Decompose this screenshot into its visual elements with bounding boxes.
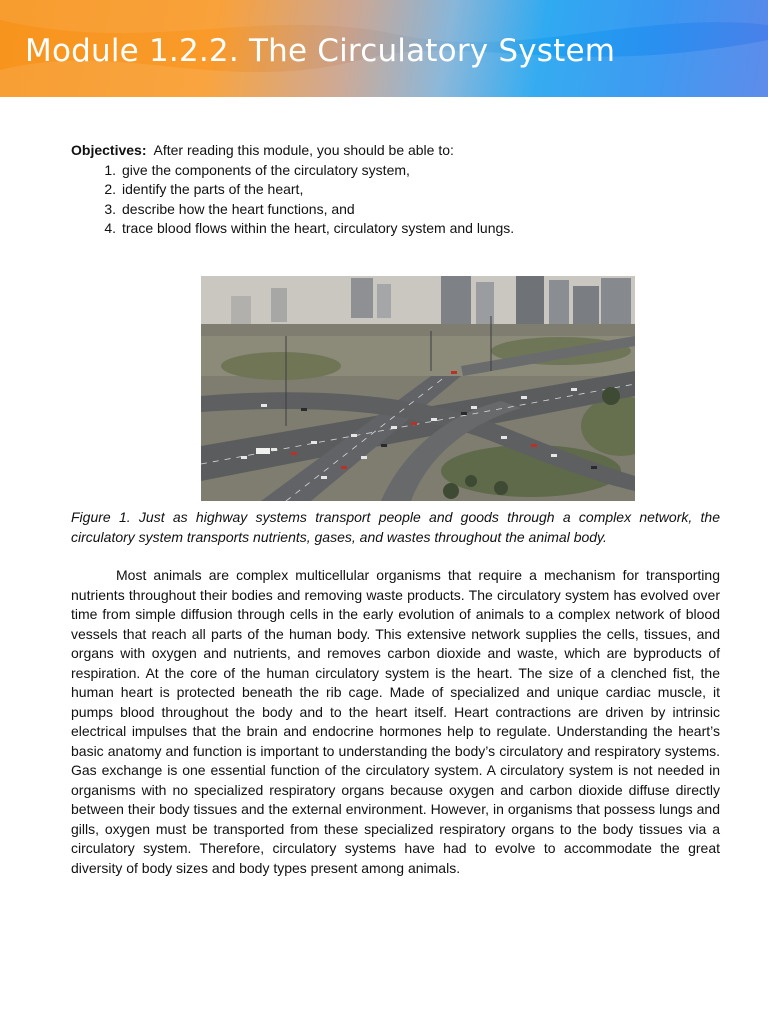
highway-interchange-photo bbox=[201, 276, 635, 501]
objective-item: 4. trace blood flows within the heart, circulatory system and lungs. bbox=[104, 220, 515, 236]
objectives-intro: After reading this module, you should be able to: bbox=[153, 142, 454, 158]
page-title: Module 1.2.2. The Circulatory System bbox=[25, 33, 616, 69]
objectives-label: Objectives: bbox=[71, 142, 147, 158]
objectives-section bbox=[71, 141, 731, 239]
objectives-intro-line bbox=[71, 141, 731, 161]
objective-item: 1. give the components of the circulatory system, bbox=[104, 161, 410, 178]
header-banner bbox=[0, 0, 768, 97]
figure-caption: Figure 1. Just as highway systems transport people and goods through a complex network, the circulatory system transports nutrients, gases, and wastes throughout the animal body. bbox=[71, 509, 720, 545]
objective-item: 2. identify the parts of the heart, bbox=[104, 181, 304, 197]
highway-photo-illustration bbox=[201, 276, 635, 501]
objective-item: 3. describe how the heart functions, and bbox=[104, 200, 355, 217]
objectives-list bbox=[71, 161, 731, 239]
body-paragraph: Most animals are complex multicellular organisms that require a mechanism for transporting nutrients throughout their bodies and removing waste products. The circulatory system has evolved over time from simple diffusion through cells in the early evolution of animals to a complex network of blood vessels that reach all parts of the human body. This extensive network supplies the cells, tissues, and organs with oxygen and nutrients, and removes carbon dioxide and waste, which are byproducts of respiration. At the core of the human circulatory system is the heart. The size of a clenched fist, the human heart is protected beneath the rib cage. Made of specialized and unique cardiac muscle, it pumps blood throughout the body and to the heart itself. Heart contractions are driven by intrinsic electrical impulses that the brain and endocrine hormones help to regulate. Understanding the heart’s basic anatomy and function is important to understanding the body’s circulatory and respiratory systems. Gas exchange is one essential function of the circulatory system. A circulatory system is not needed in organisms with no specialized respiratory organs because oxygen and carbon dioxide diffuse directly between their body tissues and the external environment. However, in organisms that possess lungs and gills, oxygen must be transported from these specialized respiratory organs to the body tissues via a circulatory system. Therefore, circulatory systems have had to evolve to accommodate the great diversity of body sizes and body types present among animals. bbox=[71, 567, 720, 876]
